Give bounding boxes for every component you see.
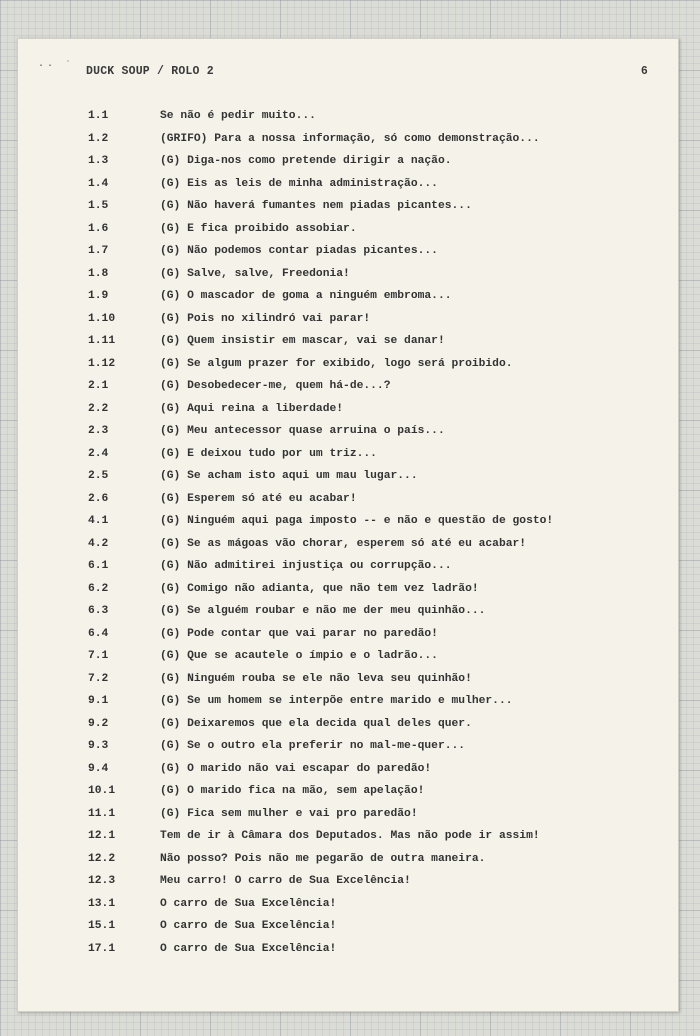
line-number: 2.2 <box>88 402 109 415</box>
line-text: (G) Que se acautele o ímpio e o ladrão... <box>160 650 438 662</box>
subtitle-line <box>88 223 668 246</box>
subtitle-line <box>88 493 668 516</box>
subtitle-line <box>88 718 668 741</box>
line-text: (G) Pode contar que vai parar no paredão! <box>160 627 438 640</box>
subtitle-line <box>88 313 668 336</box>
line-number: 1.10 <box>88 312 116 325</box>
line-text: (G) Diga-nos como pretende dirigir a nação. <box>160 155 452 167</box>
line-number: 1.7 <box>88 245 109 257</box>
line-text: (G) O marido fica na mão, sem apelação! <box>160 785 425 797</box>
subtitle-line <box>88 943 668 966</box>
line-number: 6.2 <box>88 582 109 595</box>
line-number: 7.1 <box>88 650 109 662</box>
line-text: (G) Se um homem se interpõe entre marido e mulher... <box>160 695 513 707</box>
subtitle-line <box>88 245 668 268</box>
subtitle-line <box>88 403 668 426</box>
subtitle-line <box>88 898 668 921</box>
subtitle-line <box>88 695 668 718</box>
line-number: 1.1 <box>88 110 109 122</box>
subtitle-line <box>88 740 668 763</box>
line-text: (G) Ninguém rouba se ele não leva seu quinhão! <box>160 672 472 685</box>
subtitle-line <box>88 200 668 223</box>
subtitle-line <box>88 155 668 178</box>
line-text: (G) Se o outro ela preferir no mal-me-quer... <box>160 740 466 752</box>
line-number: 7.2 <box>88 672 109 685</box>
line-text: (G) Comigo não adianta, que não tem vez ladrão! <box>160 582 479 595</box>
subtitle-line <box>88 538 668 561</box>
line-text: (G) Salve, salve, Freedonia! <box>160 267 350 280</box>
line-text: (G) E fica proibido assobiar. <box>160 222 357 235</box>
line-number: 1.8 <box>88 267 109 280</box>
line-text: (G) Se alguém roubar e não me der meu quinhão... <box>160 605 486 617</box>
line-text: (G) Ninguém aqui paga imposto -- e não e questão de gosto! <box>160 515 554 527</box>
subtitle-line <box>88 808 668 831</box>
line-number: 2.5 <box>88 470 109 482</box>
subtitle-line <box>88 358 668 381</box>
line-text: O carro de Sua Excelência! <box>160 942 337 955</box>
line-number: 17.1 <box>88 942 116 955</box>
subtitle-line <box>88 335 668 358</box>
line-text: (G) Desobedecer-me, quem há-de...? <box>160 380 391 392</box>
subtitle-line <box>88 853 668 876</box>
page-header <box>86 65 648 85</box>
line-text: (G) Fica sem mulher e vai pro paredão! <box>160 807 418 820</box>
subtitle-line <box>88 448 668 471</box>
subtitle-line <box>88 875 668 898</box>
line-number: 1.6 <box>88 222 109 235</box>
line-number: 1.4 <box>88 177 109 190</box>
line-text: (G) Se algum prazer for exibido, logo será proibido. <box>160 357 513 370</box>
subtitle-line <box>88 560 668 583</box>
line-text: (G) Se as mágoas vão chorar, esperem só até eu acabar! <box>160 537 527 550</box>
line-number: 12.2 <box>88 852 116 865</box>
line-number: 2.4 <box>88 447 109 460</box>
line-text: (G) Pois no xilindró vai parar! <box>160 312 371 325</box>
punch-marks: ·· ˙ <box>38 61 75 72</box>
line-number: 6.4 <box>88 627 109 640</box>
line-number: 2.1 <box>88 380 109 392</box>
line-number: 1.3 <box>88 155 109 167</box>
line-number: 1.5 <box>88 200 109 212</box>
line-number: 1.9 <box>88 290 109 302</box>
subtitle-line <box>88 583 668 606</box>
subtitle-line <box>88 515 668 538</box>
line-text: (G) Se acham isto aqui um mau lugar... <box>160 470 418 482</box>
line-text: O carro de Sua Excelência! <box>160 920 337 932</box>
subtitle-line <box>88 673 668 696</box>
subtitle-line <box>88 380 668 403</box>
line-text: Não posso? Pois não me pegarão de outra maneira. <box>160 852 486 865</box>
line-text: (G) Não podemos contar piadas picantes... <box>160 245 438 257</box>
document-title: DUCK SOUP / ROLO 2 <box>86 65 214 78</box>
subtitle-line <box>88 650 668 673</box>
line-number: 9.2 <box>88 717 109 730</box>
line-text: (G) Não haverá fumantes nem piadas picantes... <box>160 200 472 212</box>
line-text: (G) Meu antecessor quase arruina o país... <box>160 425 445 437</box>
line-number: 1.2 <box>88 132 109 145</box>
line-text: (G) E deixou tudo por um triz... <box>160 447 377 460</box>
line-text: (G) O marido não vai escapar do paredão! <box>160 762 432 775</box>
document-page <box>17 38 679 1012</box>
line-number: 10.1 <box>88 785 116 797</box>
subtitle-line <box>88 785 668 808</box>
subtitle-line <box>88 628 668 651</box>
subtitle-line <box>88 605 668 628</box>
line-text: (G) O mascador de goma a ninguém embroma... <box>160 290 452 302</box>
line-text: (G) Esperem só até eu acabar! <box>160 492 357 505</box>
line-text: Se não é pedir muito... <box>160 110 316 122</box>
subtitle-line <box>88 763 668 786</box>
subtitle-line <box>88 830 668 853</box>
line-number: 9.4 <box>88 762 109 775</box>
line-text: (G) Não admitirei injustiça ou corrupção... <box>160 560 452 572</box>
subtitle-line <box>88 425 668 448</box>
subtitle-line <box>88 290 668 313</box>
line-text: (G) Aqui reina a liberdade! <box>160 402 344 415</box>
line-text: (G) Quem insistir em mascar, vai se danar! <box>160 335 445 347</box>
line-number: 9.1 <box>88 695 109 707</box>
subtitle-line <box>88 920 668 943</box>
subtitle-line <box>88 470 668 493</box>
line-number: 13.1 <box>88 897 116 910</box>
line-number: 11.1 <box>88 807 116 820</box>
line-text: (G) Deixaremos que ela decida qual deles quer. <box>160 717 472 730</box>
line-text: Meu carro! O carro de Sua Excelência! <box>160 875 411 887</box>
line-text: (G) Eis as leis de minha administração... <box>160 177 438 190</box>
subtitle-line <box>88 133 668 156</box>
line-number: 1.12 <box>88 357 116 370</box>
line-number: 4.2 <box>88 537 109 550</box>
subtitle-lines <box>88 110 668 965</box>
line-text: O carro de Sua Excelência! <box>160 897 337 910</box>
line-number: 15.1 <box>88 920 116 932</box>
line-number: 6.3 <box>88 605 109 617</box>
line-number: 2.3 <box>88 425 109 437</box>
page-number: 6 <box>640 65 648 78</box>
line-number: 12.1 <box>88 830 116 842</box>
line-number: 9.3 <box>88 740 109 752</box>
line-text: Tem de ir à Câmara dos Deputados. Mas não pode ir assim! <box>160 830 540 842</box>
line-text: (GRIFO) Para a nossa informação, só como demonstração... <box>160 132 540 145</box>
subtitle-line <box>88 268 668 291</box>
subtitle-line <box>88 178 668 201</box>
line-number: 1.11 <box>88 335 116 347</box>
line-number: 4.1 <box>88 515 109 527</box>
subtitle-line <box>88 110 668 133</box>
line-number: 6.1 <box>88 560 109 572</box>
line-number: 2.6 <box>88 492 109 505</box>
line-number: 12.3 <box>88 875 116 887</box>
